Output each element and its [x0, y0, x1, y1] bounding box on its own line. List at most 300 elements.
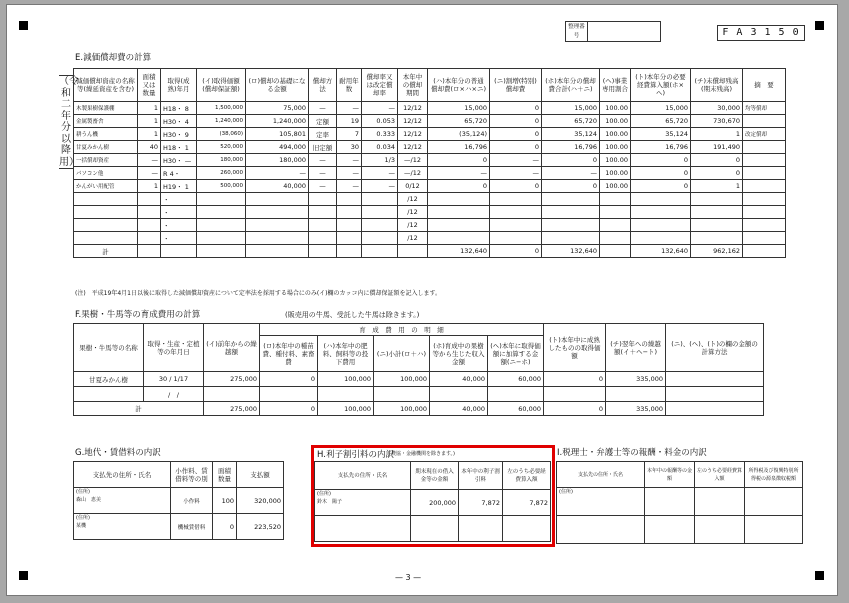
cell-rate — [362, 219, 398, 232]
cell-extra: 0 — [490, 115, 542, 128]
total-add: 60,000 — [488, 402, 544, 416]
corner-mark — [815, 571, 824, 580]
form-page — [6, 4, 838, 596]
cell-total — [542, 232, 600, 245]
cell-income — [430, 387, 488, 402]
table-row — [74, 514, 284, 540]
table-row — [74, 167, 786, 180]
cell-normal: 16,796 — [428, 141, 490, 154]
cell-ratio: 100.00 — [600, 167, 631, 180]
cell-date: ・ — [161, 219, 197, 232]
cell-amount: 223,520 — [237, 514, 284, 540]
cell-date: H19・ 1 — [161, 180, 197, 193]
cell-total: 0 — [542, 154, 600, 167]
cell-qty — [138, 206, 161, 219]
cell-name — [74, 193, 138, 206]
table-cell — [600, 245, 631, 258]
cell-note — [743, 115, 786, 128]
cell-name: 耕うん機 — [74, 128, 138, 141]
year-label: （令和二年分以降用） — [59, 76, 79, 168]
cell-total: 0 — [542, 180, 600, 193]
cell-add — [488, 387, 544, 402]
cell-base: 180,000 — [246, 154, 309, 167]
cell-name: パソコン他 — [74, 167, 138, 180]
payee-address: (住所) — [317, 491, 331, 497]
table-row — [557, 488, 803, 516]
cell-expense: 15,000 — [631, 102, 691, 115]
cell-acq — [197, 193, 246, 206]
section-e-footnote: (注) 平成19年4月1日以後に取得した減価償却資産について定率法を採用する場合にのみ(イ)欄のカッコ内に償却保証額を記入します。 — [75, 290, 441, 297]
growth-header: 育 成 費 用 の 明 細 — [260, 324, 544, 336]
cell-acq: (38,060) — [197, 128, 246, 141]
cell-ratio — [600, 206, 631, 219]
cell-normal: — — [428, 167, 490, 180]
cell-acq: 180,000 — [197, 154, 246, 167]
cell-rate: — — [362, 167, 398, 180]
table-row — [74, 180, 786, 193]
cell-tax — [745, 516, 803, 544]
cell-extra — [490, 232, 542, 245]
cell-base — [246, 193, 309, 206]
cell-note — [743, 193, 786, 206]
cell-qty: 100 — [213, 488, 237, 514]
column-header: (ホ)本年分の償却費合計(ハ＋ニ) — [542, 69, 600, 102]
cell-method — [309, 206, 337, 219]
section-h-title: H.利子割引料の内訳 — [317, 450, 394, 460]
cell-acq: 1,500,000 — [197, 102, 246, 115]
total-normal: 132,640 — [428, 245, 490, 258]
cell-name: 金属製畜舎 — [74, 115, 138, 128]
cell-fert: 100,000 — [318, 372, 374, 387]
total-label: 計 — [74, 402, 204, 416]
cell-type: 機械賃借料 — [171, 514, 213, 540]
column-header: 小作料、賃借料等の別 — [171, 462, 213, 488]
column-header: (ホ)育成中の果樹等から生じた収入金額 — [430, 336, 488, 372]
column-header: (ハ)本年分の普通償却費(ロ×ハ×ニ) — [428, 69, 490, 102]
cell-date: H18・ 8 — [161, 102, 197, 115]
table-row — [74, 372, 764, 387]
cell-normal — [428, 206, 490, 219]
column-header: 摘 要 — [743, 69, 786, 102]
total-next: 335,000 — [606, 402, 666, 416]
cell-date: / / — [144, 387, 204, 402]
cell-base: — — [246, 167, 309, 180]
table-header-row — [557, 462, 803, 488]
cell-total: 16,796 — [542, 141, 600, 154]
payee-name: 鈴木 陽子 — [317, 499, 343, 505]
cell-extra: 0 — [490, 180, 542, 193]
cell-expense — [695, 516, 745, 544]
cell-total: 35,124 — [542, 128, 600, 141]
cell-qty: 1 — [138, 115, 161, 128]
cell-name: 木製果樹保護棚 — [74, 102, 138, 115]
reference-number-label: 整理番号 — [566, 22, 588, 41]
cell-name — [74, 219, 138, 232]
column-header: 耐用年数 — [337, 69, 362, 102]
cell-method: 定率 — [309, 128, 337, 141]
cell-expense: 65,720 — [631, 115, 691, 128]
cell-total: 15,000 — [542, 102, 600, 115]
table-cell — [666, 372, 764, 387]
cell-base: 1,240,000 — [246, 115, 309, 128]
cell-period: /12 — [398, 219, 428, 232]
cell-acq: 1,240,000 — [197, 115, 246, 128]
cell-normal: 0 — [428, 154, 490, 167]
cell-name — [74, 232, 138, 245]
growth-cost-table — [73, 323, 764, 416]
table-row — [74, 232, 786, 245]
cell-life: — — [337, 102, 362, 115]
cell-note — [743, 232, 786, 245]
cell-income: 40,000 — [430, 372, 488, 387]
column-header: 期末現在の借入金等の金額 — [411, 462, 459, 490]
column-header: (ロ)本年中の種苗費、種付料、素畜費 — [260, 336, 318, 372]
cell-matured — [544, 387, 606, 402]
cell-remain: 0 — [691, 167, 743, 180]
table-cell — [666, 387, 764, 402]
column-header: 本年中の償却期間 — [398, 69, 428, 102]
reference-number-box[interactable] — [565, 21, 661, 42]
cell-normal: 65,720 — [428, 115, 490, 128]
cell-base: 494,000 — [246, 141, 309, 154]
table-row — [74, 193, 786, 206]
page-number: — 3 — — [395, 573, 422, 582]
cell-method: — — [309, 167, 337, 180]
table-header-row — [74, 462, 284, 488]
cell-name: かんがい用配管 — [74, 180, 138, 193]
cell-ratio — [600, 193, 631, 206]
table-row — [74, 219, 786, 232]
cell-expense: 0 — [631, 167, 691, 180]
cell-prev — [204, 387, 260, 402]
cell-acq: 260,000 — [197, 167, 246, 180]
cell-period: 0/12 — [398, 180, 428, 193]
table-header-row — [74, 324, 764, 336]
cell-rate: — — [362, 180, 398, 193]
section-f-subtitle: (販売用の牛馬、受託した牛馬は除きます。) — [285, 311, 420, 319]
table-cell — [309, 245, 337, 258]
table-cell — [398, 245, 428, 258]
cell-period: 12/12 — [398, 141, 428, 154]
cell-matured: 0 — [544, 372, 606, 387]
cell-date: H30・ 4 — [161, 115, 197, 128]
column-header: 取得・生産・定植等の年月日 — [144, 324, 204, 372]
cell-remain: 730,670 — [691, 115, 743, 128]
cell-qty: — — [138, 167, 161, 180]
cell-total — [542, 193, 600, 206]
total-matured: 0 — [544, 402, 606, 416]
section-h-note: (農協・金融機関を除きます。) — [389, 451, 456, 457]
section-g-title: G.地代・賃借料の内訳 — [75, 448, 161, 458]
column-header: 面積数量 — [213, 462, 237, 488]
form-code: F A 3 1 5 0 — [717, 25, 805, 41]
highlight-box — [311, 445, 555, 547]
table-row — [557, 516, 803, 544]
cell-payee — [557, 516, 645, 544]
cell-ratio — [600, 232, 631, 245]
cell-life: — — [337, 154, 362, 167]
column-header: 支払先の住所・氏名 — [315, 462, 411, 490]
column-header: (ニ)小計(ロ＋ハ) — [374, 336, 430, 372]
cell-expense: 0 — [631, 154, 691, 167]
rent-table — [73, 461, 284, 540]
cell-normal: 15,000 — [428, 102, 490, 115]
column-header: (ト)本年中に成熟したものの取得価額 — [544, 324, 606, 372]
cell-period: 12/12 — [398, 115, 428, 128]
cell-total: — — [542, 167, 600, 180]
cell-normal — [428, 232, 490, 245]
total-row — [74, 402, 764, 416]
total-expense: 132,640 — [631, 245, 691, 258]
cell-rate — [362, 232, 398, 245]
total-row — [74, 245, 786, 258]
table-cell — [161, 245, 197, 258]
cell-period: 12/12 — [398, 128, 428, 141]
column-header: (イ)取得価額(償却保証額) — [197, 69, 246, 102]
cell-extra: 0 — [490, 141, 542, 154]
table-cell — [197, 245, 246, 258]
cell-name: 甘夏みかん樹 — [74, 372, 144, 387]
column-header: (ロ)償却の基礎になる金額 — [246, 69, 309, 102]
table-cell — [246, 245, 309, 258]
cell-fee — [645, 488, 695, 516]
cell-remain: 1 — [691, 180, 743, 193]
cell-date: ・ — [161, 206, 197, 219]
cell-name: 甘夏みかん樹 — [74, 141, 138, 154]
cell-date: H30・ — — [161, 154, 197, 167]
cell-seed — [260, 387, 318, 402]
corner-mark — [19, 21, 28, 30]
cell-note — [743, 141, 786, 154]
column-header: (ニ)、(ヘ)、(ト)の欄の金額の計算方法 — [666, 324, 764, 372]
cell-total — [542, 206, 600, 219]
payee-address: (住所) — [76, 515, 90, 521]
cell-life — [337, 193, 362, 206]
cell-qty — [138, 219, 161, 232]
total-prev: 275,000 — [204, 402, 260, 416]
cell-life: 30 — [337, 141, 362, 154]
cell-life: — — [337, 180, 362, 193]
fee-table — [556, 461, 803, 544]
cell-extra — [490, 206, 542, 219]
total-subtotal: 100,000 — [374, 402, 430, 416]
column-header: 所得税及び復興特別所得税の源泉徴収税額 — [745, 462, 803, 488]
cell-next — [606, 387, 666, 402]
cell-qty — [138, 232, 161, 245]
cell-method — [309, 232, 337, 245]
cell-remain: 1 — [691, 128, 743, 141]
cell-remain: 30,000 — [691, 102, 743, 115]
cell-method: 定額 — [309, 115, 337, 128]
cell-acq — [197, 206, 246, 219]
table-row — [74, 387, 764, 402]
cell-payee — [74, 488, 171, 514]
total-total: 132,640 — [542, 245, 600, 258]
cell-name — [74, 206, 138, 219]
table-row — [74, 206, 786, 219]
cell-note — [743, 206, 786, 219]
column-header: 面積又は数量 — [138, 69, 161, 102]
cell-ratio: 100.00 — [600, 102, 631, 115]
cell-rate: 0.053 — [362, 115, 398, 128]
cell-remain — [691, 219, 743, 232]
cell-expense — [631, 219, 691, 232]
cell-qty: 1 — [138, 102, 161, 115]
column-header: (チ)未償却残高(期末残高) — [691, 69, 743, 102]
column-header: 本年中の利子割引料 — [459, 462, 503, 490]
table-cell — [362, 245, 398, 258]
cell-balance: 200,000 — [411, 490, 459, 516]
cell-remain — [691, 232, 743, 245]
cell-remain — [691, 206, 743, 219]
cell-base: 40,000 — [246, 180, 309, 193]
cell-rate — [362, 193, 398, 206]
cell-fert — [318, 387, 374, 402]
cell-type: 小作料 — [171, 488, 213, 514]
payee-address: (住所) — [76, 489, 90, 495]
column-header: 支払額 — [237, 462, 284, 488]
cell-ratio: 100.00 — [600, 141, 631, 154]
table-row — [74, 141, 786, 154]
cell-remain: 191,490 — [691, 141, 743, 154]
cell-note: 均等償却 — [743, 102, 786, 115]
column-header: 左のうち必要経費算入額 — [695, 462, 745, 488]
cell-extra: — — [490, 154, 542, 167]
cell-total — [542, 219, 600, 232]
table-row — [74, 488, 284, 514]
column-header: 左のうち必要経費算入額 — [503, 462, 551, 490]
cell-note — [743, 154, 786, 167]
cell-qty — [138, 193, 161, 206]
cell-subtotal: 100,000 — [374, 372, 430, 387]
cell-note: 改定償却 — [743, 128, 786, 141]
table-cell — [337, 245, 362, 258]
cell-period: /12 — [398, 193, 428, 206]
cell-qty: — — [138, 154, 161, 167]
cell-life — [337, 219, 362, 232]
column-header: (チ)翌年への繰越額(イ＋ヘ−ト) — [606, 324, 666, 372]
cell-next: 335,000 — [606, 372, 666, 387]
table-cell — [666, 402, 764, 416]
cell-interest: 7,872 — [459, 490, 503, 516]
cell-date: H18・ 1 — [161, 141, 197, 154]
total-income: 40,000 — [430, 402, 488, 416]
cell-date: ・ — [161, 232, 197, 245]
table-cell — [138, 245, 161, 258]
table-cell — [743, 245, 786, 258]
column-header: (ニ)割増(特別)償却費 — [490, 69, 542, 102]
cell-period: 12/12 — [398, 102, 428, 115]
section-f-title: F.果樹・牛馬等の育成費用の計算 — [75, 310, 201, 320]
cell-normal: (35,124) — [428, 128, 490, 141]
cell-normal — [428, 219, 490, 232]
cell-name — [74, 387, 144, 402]
cell-expense: 16,796 — [631, 141, 691, 154]
cell-payee — [557, 488, 645, 516]
cell-acq — [197, 219, 246, 232]
cell-expense — [631, 206, 691, 219]
column-header: 償却率又は改定償却率 — [362, 69, 398, 102]
cell-amount: 320,000 — [237, 488, 284, 514]
cell-extra: — — [490, 167, 542, 180]
cell-ratio: 100.00 — [600, 128, 631, 141]
cell-rate: 0.034 — [362, 141, 398, 154]
cell-life: — — [337, 167, 362, 180]
cell-ratio: 100.00 — [600, 154, 631, 167]
cell-base: 105,801 — [246, 128, 309, 141]
column-header: 減価償却資産の名称等(繰延資産を含む) — [74, 69, 138, 102]
column-header: 果樹・牛馬等の名称 — [74, 324, 144, 372]
total-label: 計 — [74, 245, 138, 258]
column-header: (ヘ)本年に取得価額に加算する金額(ニ−ホ) — [488, 336, 544, 372]
cell-extra — [490, 219, 542, 232]
cell-rate — [362, 206, 398, 219]
cell-method: — — [309, 102, 337, 115]
cell-fee — [645, 516, 695, 544]
cell-normal — [428, 193, 490, 206]
cell-rate: 1/3 — [362, 154, 398, 167]
table-row — [74, 102, 786, 115]
cell-date: R 4・ — [161, 167, 197, 180]
cell-period: —/12 — [398, 167, 428, 180]
cell-normal: 0 — [428, 180, 490, 193]
cell-expense — [631, 232, 691, 245]
cell-ratio: 100.00 — [600, 180, 631, 193]
payee-name: 森山 恵美 — [76, 497, 102, 503]
cell-life: 7 — [337, 128, 362, 141]
cell-acq — [197, 232, 246, 245]
table-row — [74, 154, 786, 167]
depreciation-table — [73, 68, 786, 258]
cell-life — [337, 206, 362, 219]
corner-mark — [19, 571, 28, 580]
cell-total: 65,720 — [542, 115, 600, 128]
cell-method: 旧定額 — [309, 141, 337, 154]
cell-qty: 40 — [138, 141, 161, 154]
cell-extra — [490, 193, 542, 206]
cell-ratio — [600, 219, 631, 232]
table-row — [74, 128, 786, 141]
column-header: 取得(成熟)年月 — [161, 69, 197, 102]
cell-expense — [695, 488, 745, 516]
cell-method: — — [309, 154, 337, 167]
cell-expense: 7,872 — [503, 490, 551, 516]
cell-tax — [745, 488, 803, 516]
cell-remain — [691, 193, 743, 206]
corner-mark — [815, 21, 824, 30]
total-seed: 0 — [260, 402, 318, 416]
cell-date: 30 / 1/17 — [144, 372, 204, 387]
cell-prev: 275,000 — [204, 372, 260, 387]
cell-rate: 0.333 — [362, 128, 398, 141]
cell-payee — [74, 514, 171, 540]
cell-period: /12 — [398, 232, 428, 245]
cell-seed: 0 — [260, 372, 318, 387]
cell-qty: 0 — [213, 514, 237, 540]
cell-qty: 1 — [138, 128, 161, 141]
cell-method — [309, 193, 337, 206]
cell-rate: — — [362, 102, 398, 115]
cell-acq: 520,000 — [197, 141, 246, 154]
cell-expense — [631, 193, 691, 206]
cell-acq: 500,000 — [197, 180, 246, 193]
table-row — [74, 115, 786, 128]
cell-period: —/12 — [398, 154, 428, 167]
column-header: 償却方法 — [309, 69, 337, 102]
cell-note — [743, 167, 786, 180]
cell-note — [743, 180, 786, 193]
cell-expense: 35,124 — [631, 128, 691, 141]
